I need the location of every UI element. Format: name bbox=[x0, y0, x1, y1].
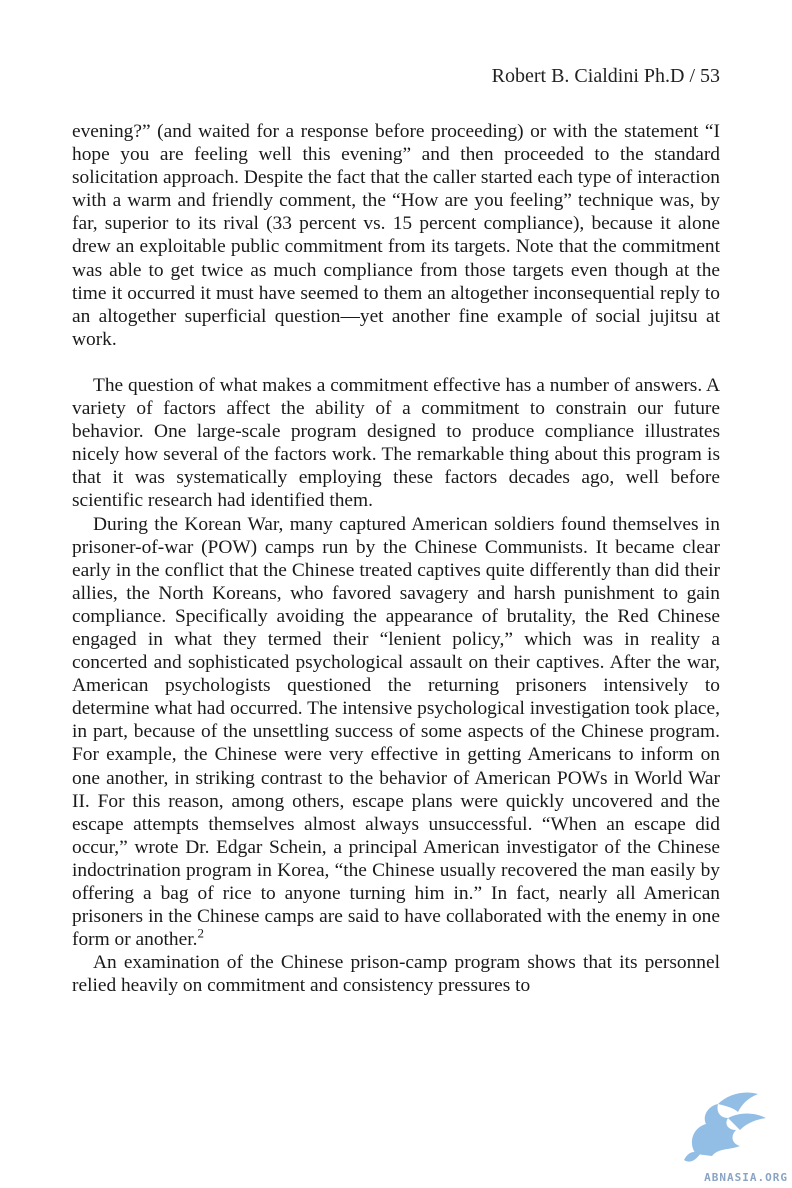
paragraph-korean-war bbox=[72, 513, 720, 952]
paragraph-korean-war-text: During the Korean War, many captured American soldiers found themselves in prisoner-of-war (POW) camps run by the Chinese Communists. It became clear early in the conflict that the Chinese treated captives quite differently than did their allies, the North Koreans, who favored savagery and harsh punishment to gain compliance. Specifically avoiding the appearance of brutality, the Red Chinese engaged in what they termed their “lenient policy,” which was in reality a concerted and sophisticated psychological assault on their captives. After the war, American psychologists questioned the returning prisoners intensively to determine what had occurred. The intensive psychological investigation took place, in part, because of the unsettling success of some aspects of the Chinese program. For example, the Chinese were very effective in getting Americans to inform on one another, in striking contrast to the behavior of American POWs in World War II. For this reason, among others, escape plans were quickly uncovered and the escape attempts themselves almost always unsuccessful. “When an escape did occur,” wrote Dr. Edgar Schein, a principal American investigator of the Chinese indoctrination program in Korea, “the Chinese usually recovered the man easily by offering a bag of rice to anyone turning him in.” In fact, nearly all American prisoners in the Chinese camps are said to have collaborated with the enemy in one form or another. bbox=[72, 513, 720, 951]
footnote-reference[interactable]: 2 bbox=[197, 925, 204, 941]
running-head: Robert B. Cialdini Ph.D / 53 bbox=[491, 65, 720, 87]
paragraph-continuation: evening?” (and waited for a response before proceeding) or with the statement “I hope you are feeling well this evening” and then proceeded to the standard solicitation approach. Despite the fact that the caller started each type of interaction with a warm and friendly comment, the “How are you feeling” technique was, by far, superior to its rival (33 percent vs. 15 percent compliance), because it alone drew an exploitable public commitment from its targets. Note that the commitment was able to get twice as much compliance from those targets even though at the time it occurred it must have seemed to them an altogether inconsequential reply to an altogether superficial question—yet another fine example of social jujitsu at work. bbox=[72, 121, 720, 350]
paragraph-commitment-effectiveness: The question of what makes a commitment effective has a number of answers. A variety of factors affect the ability of a commitment to constrain our future behavior. One large-scale program designed to produce compliance illustrates nicely how several of the factors work. The remarkable thing about this program is that it was systematically employing these factors decades ago, well before scientific research had identified them. bbox=[72, 374, 720, 512]
page-body bbox=[72, 120, 720, 997]
paragraph-prison-camp-program: An examination of the Chinese prison-camp program shows that its personnel relied heavily on commitment and consistency pressures to bbox=[72, 952, 720, 997]
watermark-text: ABNASIA.ORG bbox=[704, 1171, 788, 1184]
griffin-logo-icon bbox=[658, 1084, 778, 1174]
